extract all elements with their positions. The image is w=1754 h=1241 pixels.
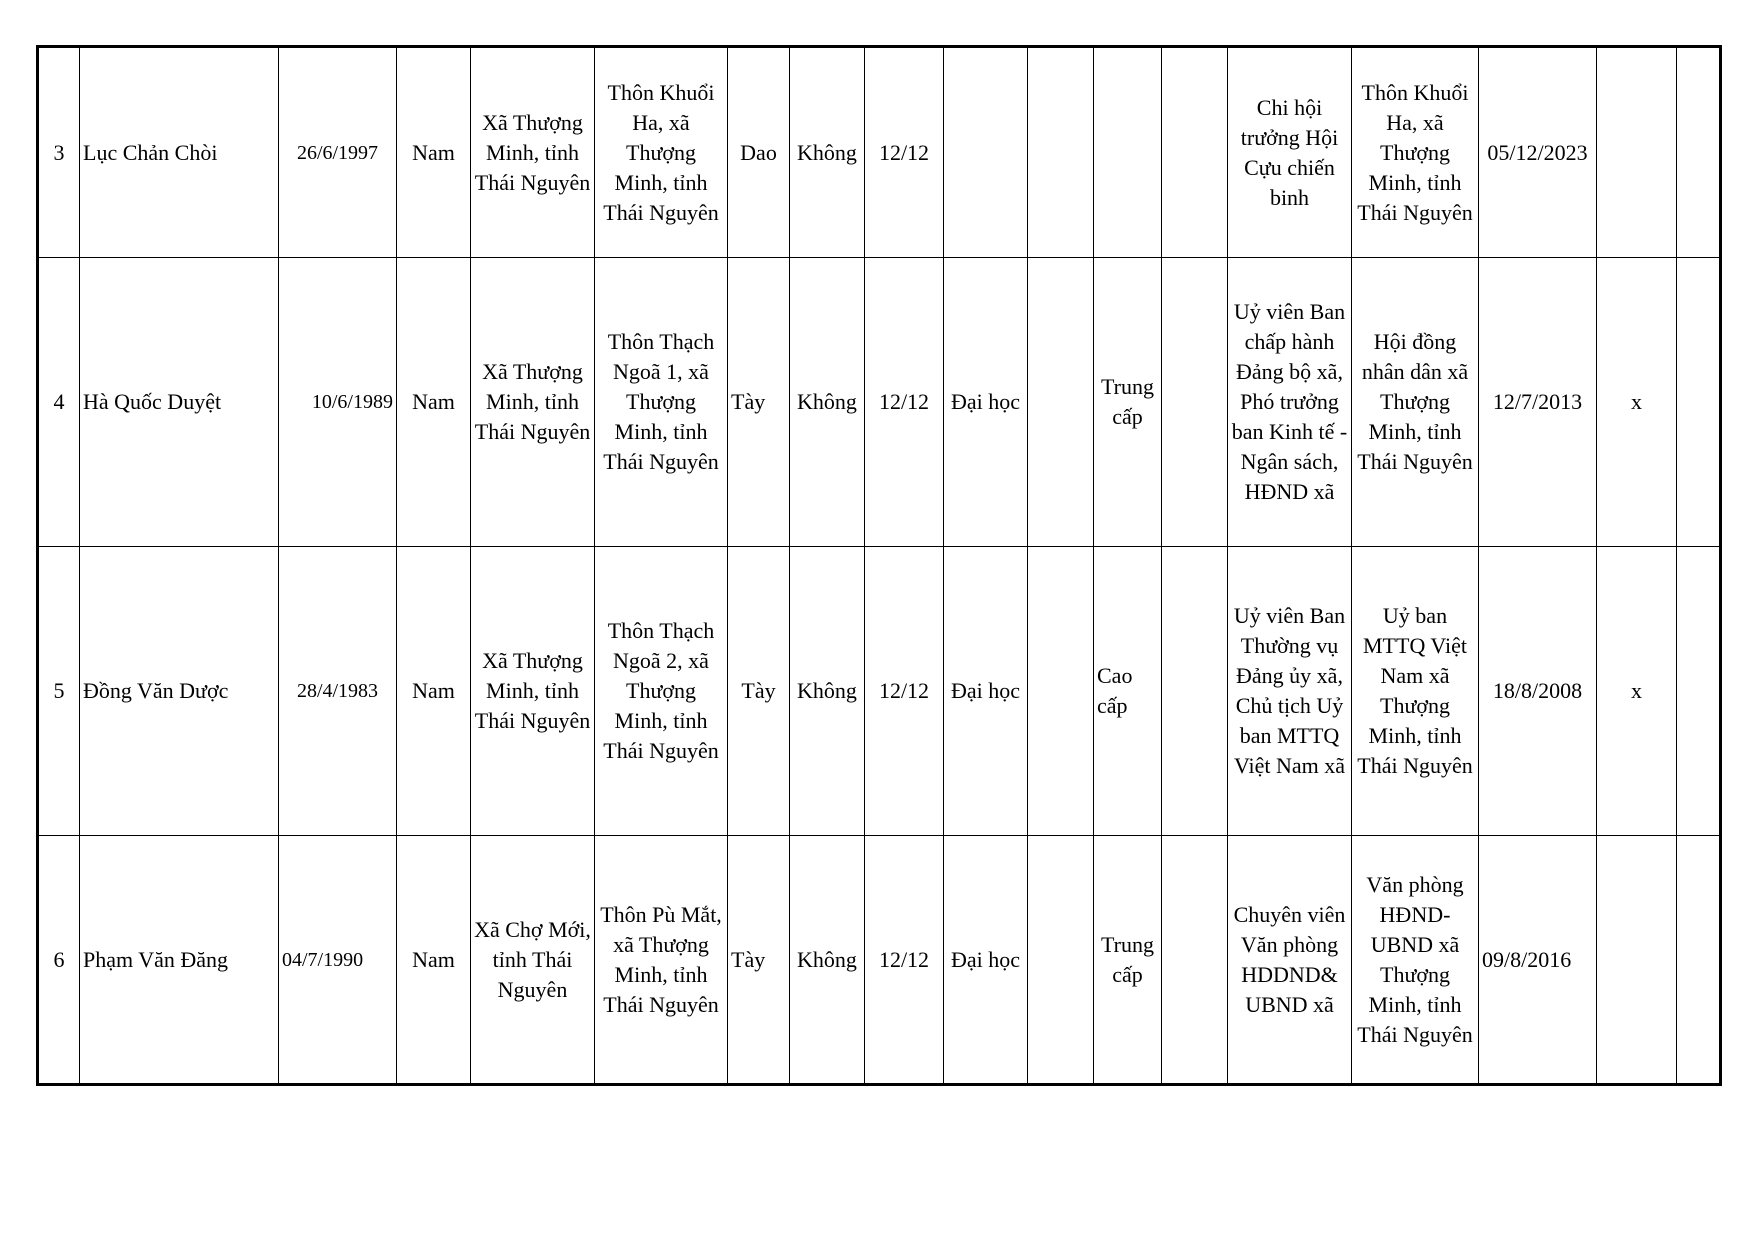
gender-cell: Nam — [397, 547, 471, 836]
gender-cell: Nam — [397, 47, 471, 258]
ethnicity-cell: Tày — [728, 547, 790, 836]
date-of-birth-cell: 10/6/1989 — [279, 258, 397, 547]
full-name-cell: Hà Quốc Duyệt — [80, 258, 279, 547]
date-of-birth-cell: 28/4/1983 — [279, 547, 397, 836]
mark-cell — [1597, 47, 1677, 258]
blank-cell — [1028, 47, 1094, 258]
position-cell: Chuyên viên Văn phòng HDDND& UBND xã — [1228, 836, 1352, 1085]
religion-cell: Không — [790, 836, 865, 1085]
gender-cell: Nam — [397, 258, 471, 547]
general-education-cell: 12/12 — [865, 836, 944, 1085]
blank-cell — [1162, 47, 1228, 258]
political-theory-cell: Cao cấp — [1094, 547, 1162, 836]
blank-cell — [1677, 836, 1721, 1085]
blank-cell — [1162, 836, 1228, 1085]
date-cell: 05/12/2023 — [1479, 47, 1597, 258]
birthplace-cell: Xã Chợ Mới, tỉnh Thái Nguyên — [471, 836, 595, 1085]
position-cell: Chi hội trưởng Hội Cựu chiến binh — [1228, 47, 1352, 258]
table-row — [38, 47, 1721, 258]
professional-degree-cell: Đại học — [944, 836, 1028, 1085]
blank-cell — [1028, 547, 1094, 836]
general-education-cell: 12/12 — [865, 547, 944, 836]
political-theory-cell — [1094, 47, 1162, 258]
blank-cell — [1677, 258, 1721, 547]
table-row — [38, 547, 1721, 836]
ethnicity-cell: Dao — [728, 47, 790, 258]
ethnicity-cell: Tày — [728, 836, 790, 1085]
mark-cell: x — [1597, 547, 1677, 836]
date-of-birth-cell: 26/6/1997 — [279, 47, 397, 258]
mark-cell — [1597, 836, 1677, 1085]
ethnicity-cell: Tày — [728, 258, 790, 547]
full-name-cell: Phạm Văn Đăng — [80, 836, 279, 1085]
candidate-table — [36, 45, 1722, 1086]
residence-cell: Thôn Thạch Ngoã 1, xã Thượng Minh, tỉnh Thái Nguyên — [595, 258, 728, 547]
mark-cell: x — [1597, 258, 1677, 547]
position-cell: Uỷ viên Ban chấp hành Đảng bộ xã, Phó trưởng ban Kinh tế - Ngân sách, HĐND xã — [1228, 258, 1352, 547]
blank-cell — [1028, 836, 1094, 1085]
blank-cell — [1162, 547, 1228, 836]
religion-cell: Không — [790, 47, 865, 258]
gender-cell: Nam — [397, 836, 471, 1085]
workplace-cell: Uỷ ban MTTQ Việt Nam xã Thượng Minh, tỉnh Thái Nguyên — [1352, 547, 1479, 836]
professional-degree-cell — [944, 47, 1028, 258]
workplace-cell: Thôn Khuổi Ha, xã Thượng Minh, tỉnh Thái Nguyên — [1352, 47, 1479, 258]
birthplace-cell: Xã Thượng Minh, tỉnh Thái Nguyên — [471, 547, 595, 836]
blank-cell — [1162, 258, 1228, 547]
table-row — [38, 836, 1721, 1085]
blank-cell — [1677, 547, 1721, 836]
political-theory-cell: Trung cấp — [1094, 836, 1162, 1085]
general-education-cell: 12/12 — [865, 47, 944, 258]
blank-cell — [1028, 258, 1094, 547]
blank-cell — [1677, 47, 1721, 258]
date-cell: 18/8/2008 — [1479, 547, 1597, 836]
workplace-cell: Hội đồng nhân dân xã Thượng Minh, tỉnh Thái Nguyên — [1352, 258, 1479, 547]
birthplace-cell: Xã Thượng Minh, tỉnh Thái Nguyên — [471, 47, 595, 258]
residence-cell: Thôn Pù Mắt, xã Thượng Minh, tỉnh Thái Nguyên — [595, 836, 728, 1085]
professional-degree-cell: Đại học — [944, 258, 1028, 547]
general-education-cell: 12/12 — [865, 258, 944, 547]
position-cell: Uỷ viên Ban Thường vụ Đảng ủy xã, Chủ tịch Uỷ ban MTTQ Việt Nam xã — [1228, 547, 1352, 836]
row-number-cell: 4 — [38, 258, 80, 547]
date-cell: 09/8/2016 — [1479, 836, 1597, 1085]
religion-cell: Không — [790, 547, 865, 836]
religion-cell: Không — [790, 258, 865, 547]
row-number-cell: 6 — [38, 836, 80, 1085]
political-theory-cell: Trung cấp — [1094, 258, 1162, 547]
residence-cell: Thôn Khuổi Ha, xã Thượng Minh, tỉnh Thái Nguyên — [595, 47, 728, 258]
row-number-cell: 3 — [38, 47, 80, 258]
full-name-cell: Lục Chản Chòi — [80, 47, 279, 258]
row-number-cell: 5 — [38, 547, 80, 836]
professional-degree-cell: Đại học — [944, 547, 1028, 836]
date-cell: 12/7/2013 — [1479, 258, 1597, 547]
workplace-cell: Văn phòng HĐND-UBND xã Thượng Minh, tỉnh Thái Nguyên — [1352, 836, 1479, 1085]
table-row — [38, 258, 1721, 547]
date-of-birth-cell: 04/7/1990 — [279, 836, 397, 1085]
full-name-cell: Đồng Văn Dược — [80, 547, 279, 836]
residence-cell: Thôn Thạch Ngoã 2, xã Thượng Minh, tỉnh Thái Nguyên — [595, 547, 728, 836]
birthplace-cell: Xã Thượng Minh, tỉnh Thái Nguyên — [471, 258, 595, 547]
